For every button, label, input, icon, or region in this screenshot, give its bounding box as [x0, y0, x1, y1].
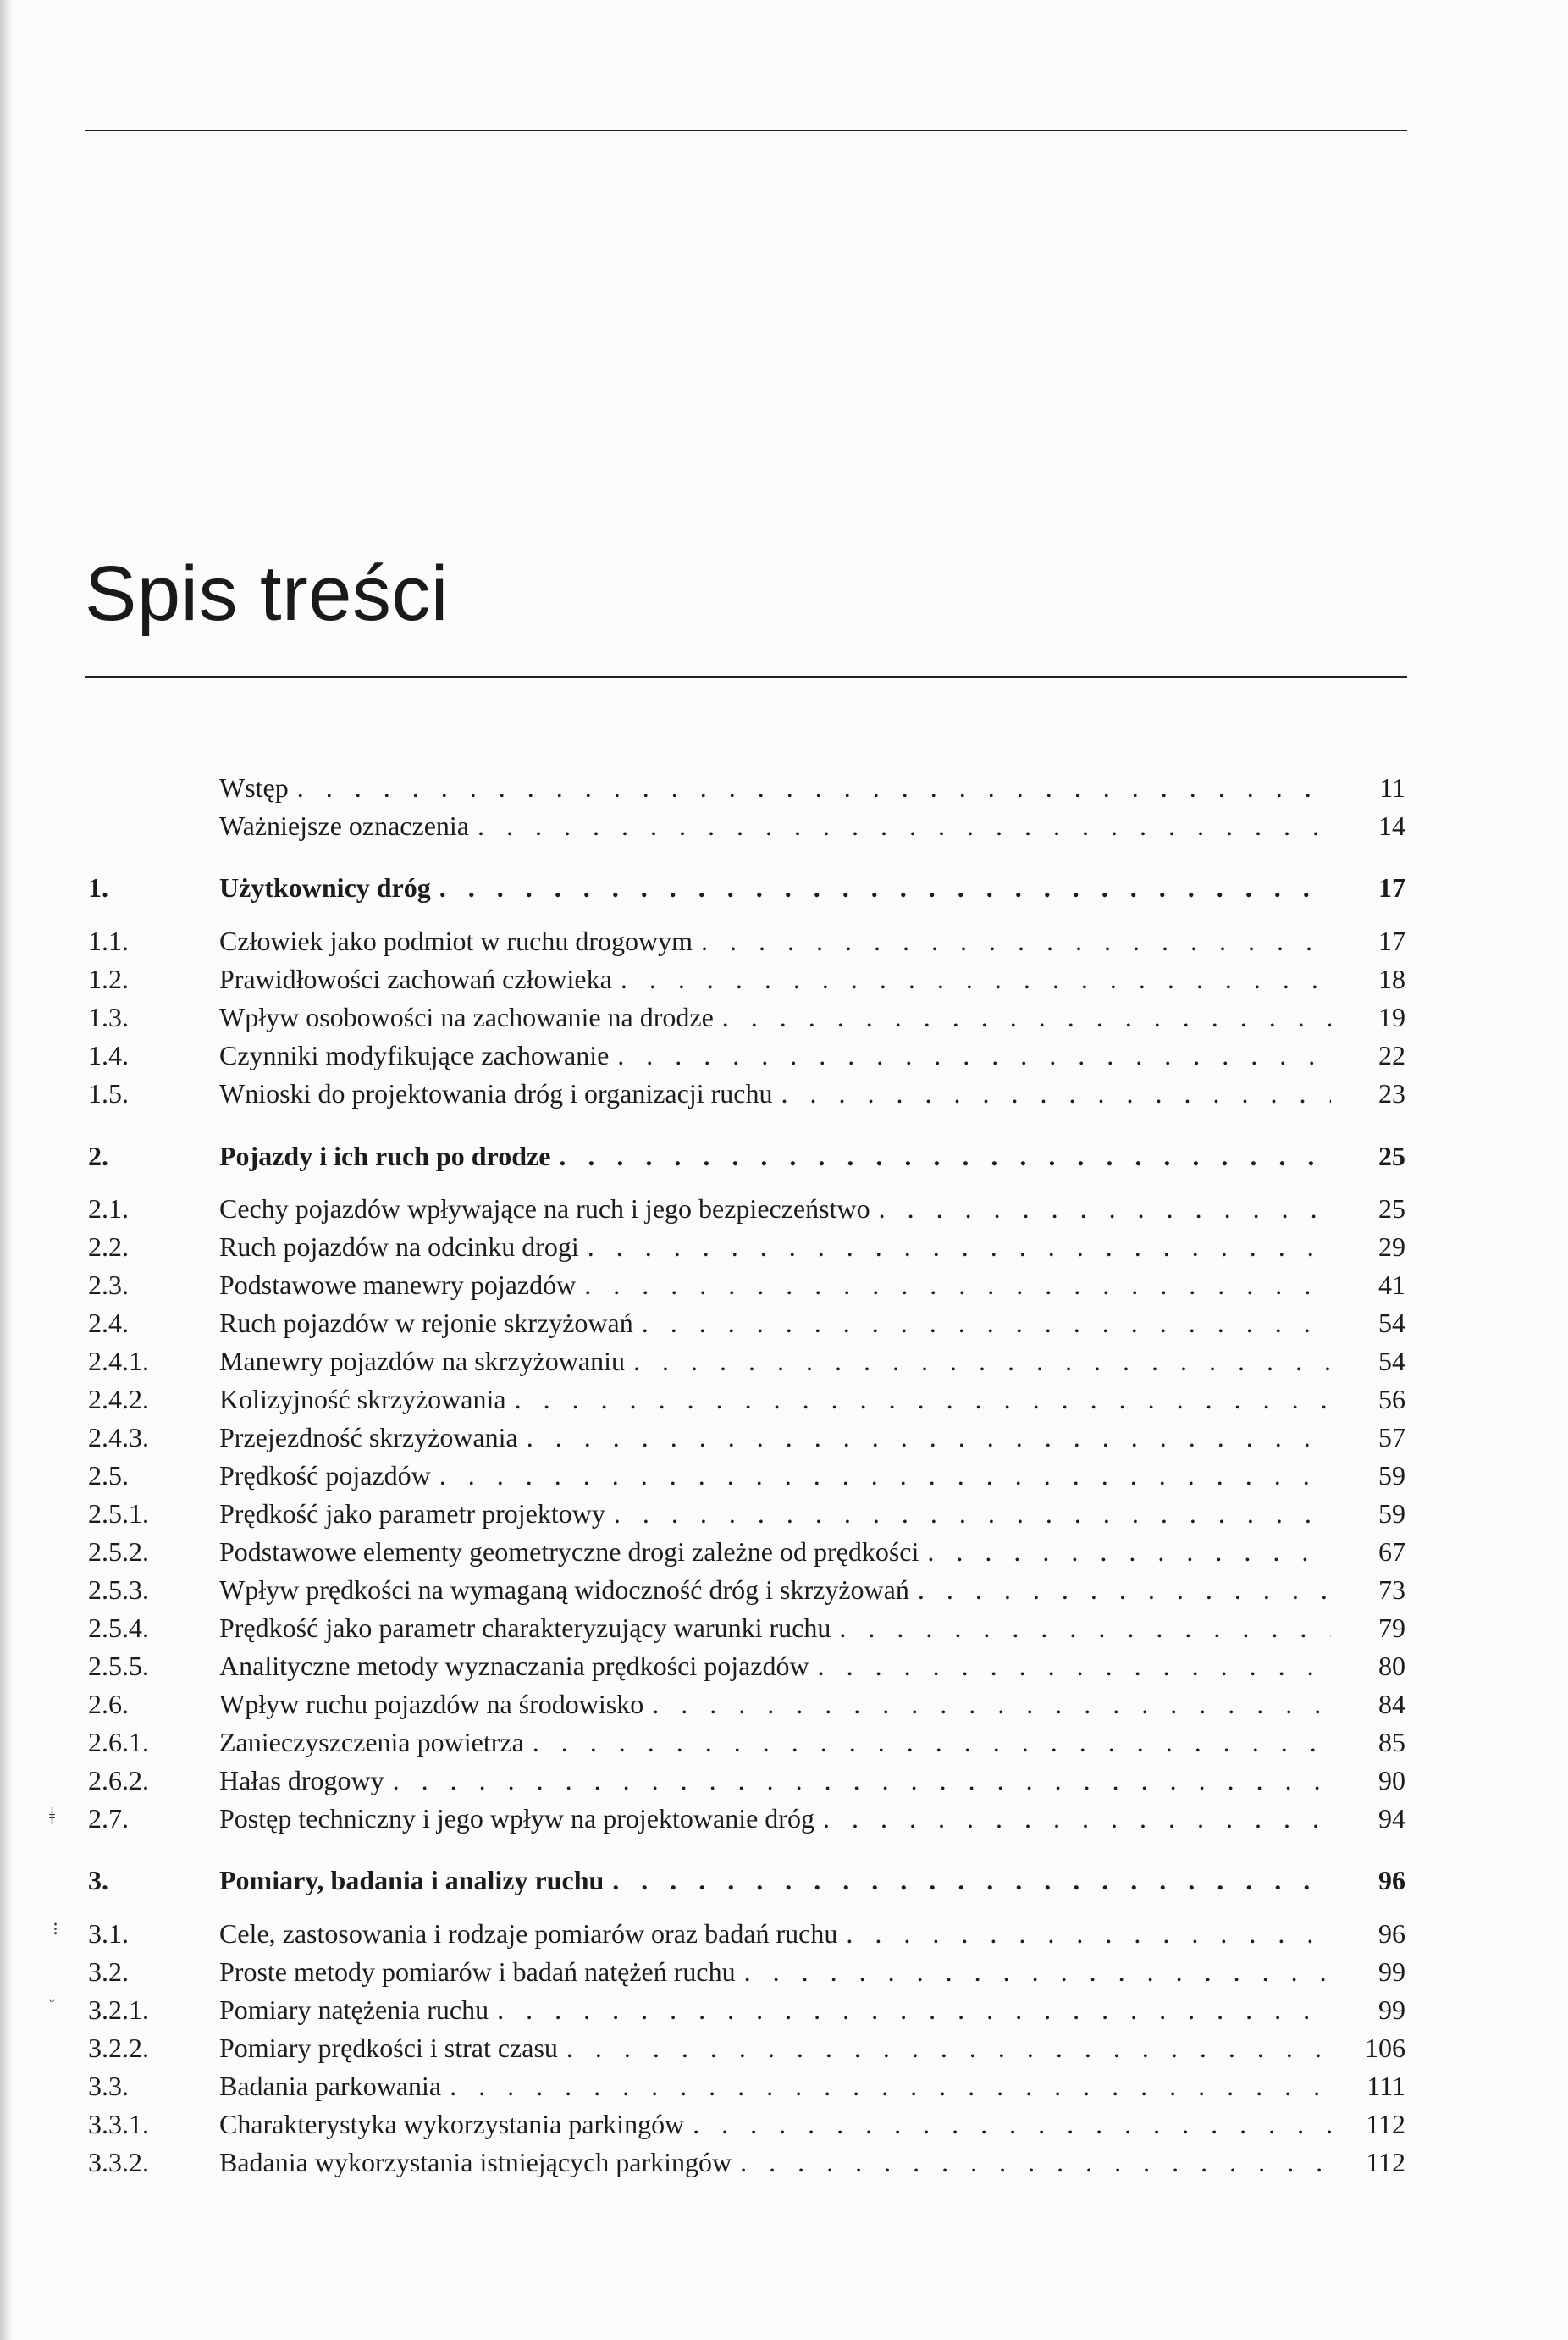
toc-entry-page: 94 [1378, 1803, 1405, 1834]
toc-entry [0, 1495, 1568, 1532]
toc-entry [0, 1762, 1568, 1799]
toc-entry-number: 2.4.1. [88, 1346, 149, 1376]
toc-entry [0, 2067, 1568, 2105]
toc-entry-number: 1.1. [88, 926, 129, 956]
toc-entry-page: 79 [1378, 1613, 1405, 1643]
toc-entry-title: Ważniejsze oznaczenia . . . [219, 807, 1331, 844]
toc-entry-number: 3.3.2. [88, 2147, 149, 2177]
toc-entry [0, 1800, 1568, 1837]
toc-entry-number: 3.2.2. [88, 2033, 149, 2063]
toc-entry-number: 3. [88, 1865, 108, 1895]
toc-entry-number: 2.5. [88, 1460, 129, 1491]
toc-entry-page: 14 [1378, 810, 1405, 841]
toc-entry-page: 25 [1378, 1141, 1405, 1171]
toc-entry [0, 2105, 1568, 2143]
toc-entry-page: 41 [1378, 1270, 1405, 1300]
toc-entry-title: Ruch pojazdów na odcinku drogi . . . [219, 1228, 1331, 1265]
toc-entry-title: Pojazdy i ich ruch po drodze . . . [219, 1137, 1331, 1175]
toc-entry-title: Użytkownicy dróg . . . [219, 869, 1331, 906]
toc-entry-number: 2.4. [88, 1308, 129, 1338]
toc-entry-title: Ruch pojazdów w rejonie skrzyżowań . . . [219, 1304, 1331, 1341]
toc-entry-page: 54 [1378, 1346, 1405, 1376]
toc-entry-page: 112 [1366, 2147, 1405, 2177]
toc-entry-page: 96 [1378, 1918, 1405, 1949]
toc-entry [0, 1266, 1568, 1303]
toc-entry-page: 96 [1378, 1865, 1405, 1895]
toc-entry-number: 2.1. [88, 1193, 129, 1224]
toc-entry-title: Zanieczyszczenia powietrza . . . [219, 1723, 1331, 1761]
toc-entry [0, 1075, 1568, 1112]
toc-entry-title: Wpływ ruchu pojazdów na środowisko . . . [219, 1685, 1331, 1723]
toc-entry-number: 2.6.2. [88, 1765, 149, 1795]
toc-entry-title: Wnioski do projektowania dróg i organizacji ruchu . . . [219, 1075, 1331, 1112]
toc-entry-title: Pomiary natężenia ruchu . . . [219, 1991, 1331, 2028]
toc-entry-number: 3.1. [88, 1918, 129, 1949]
toc-entry-page: 17 [1378, 926, 1405, 956]
toc-entry-number: 2.6. [88, 1689, 129, 1719]
toc-entry-title: Charakterystyka wykorzystania parkingów . . . [219, 2105, 1331, 2143]
toc-entry-number: 1. [88, 872, 108, 903]
toc-entry [0, 1685, 1568, 1723]
toc-entry-page: 19 [1378, 1002, 1405, 1032]
toc-entry-page: 56 [1378, 1384, 1405, 1414]
toc-entry-page: 22 [1378, 1040, 1405, 1070]
toc-entry-title: Przejezdność skrzyżowania . . . [219, 1419, 1331, 1456]
toc-entry [0, 1915, 1568, 1952]
toc-entry [0, 1419, 1568, 1456]
toc-entry [0, 2144, 1568, 2181]
toc-entry [0, 999, 1568, 1036]
toc-entry-title: Kolizyjność skrzyżowania . . . [219, 1380, 1331, 1418]
toc-entry [0, 1190, 1568, 1227]
toc-entry [0, 1991, 1568, 2028]
toc-entry-title: Wstęp . . . [219, 769, 1331, 806]
toc-entry-page: 90 [1378, 1765, 1405, 1795]
toc-entry-page: 111 [1366, 2071, 1405, 2101]
toc-entry-page: 59 [1378, 1460, 1405, 1491]
toc-entry-number: 3.2.1. [88, 1994, 149, 2025]
toc-entry [0, 1609, 1568, 1646]
toc-entry-number: 2.5.3. [88, 1574, 149, 1605]
toc-entry [0, 1533, 1568, 1570]
toc-entry-title: Podstawowe manewry pojazdów . . . [219, 1266, 1331, 1303]
toc-entry-page: 99 [1378, 1994, 1405, 2025]
toc-entry-title: Analityczne metody wyznaczania prędkości pojazdów . . . [219, 1647, 1331, 1684]
toc-entry [0, 769, 1568, 806]
toc-entry-page: 54 [1378, 1308, 1405, 1338]
toc-entry-title: Pomiary, badania i analizy ruchu . . . [219, 1861, 1331, 1899]
toc-entry [0, 1723, 1568, 1761]
toc-entry-number: 2.5.4. [88, 1613, 149, 1643]
toc-entry-page: 106 [1365, 2033, 1405, 2063]
toc-entry [0, 1953, 1568, 1990]
toc-entry-number: 3.3. [88, 2071, 129, 2101]
toc-entry-number: 2.4.2. [88, 1384, 149, 1414]
toc-entry-title: Wpływ prędkości na wymaganą widoczność dróg i skrzyżowań . . . [219, 1571, 1331, 1608]
toc-entry-page: 59 [1378, 1498, 1405, 1529]
toc-entry-page: 17 [1378, 872, 1405, 903]
toc-entry-page: 18 [1378, 964, 1405, 994]
toc-entry [0, 1304, 1568, 1341]
toc-entry-number: 2.5.2. [88, 1536, 149, 1567]
toc-entry-number: 1.5. [88, 1078, 129, 1109]
toc-entry-page: 84 [1378, 1689, 1405, 1719]
toc-chapter-entry [0, 869, 1568, 906]
toc-entry [0, 960, 1568, 998]
toc-entry-page: 29 [1378, 1231, 1405, 1262]
toc-entry [0, 1380, 1568, 1418]
toc-entry-number: 1.4. [88, 1040, 129, 1070]
toc-entry-page: 67 [1378, 1536, 1405, 1567]
toc-entry-number: 2.3. [88, 1270, 129, 1300]
toc-entry-page: 73 [1378, 1574, 1405, 1605]
toc-entry-number: 3.3.1. [88, 2109, 149, 2139]
toc-entry-page: 57 [1378, 1422, 1405, 1452]
toc-entry [0, 2029, 1568, 2066]
toc-entry-title: Podstawowe elementy geometryczne drogi zależne od prędkości . . . [219, 1533, 1331, 1570]
toc-entry-page: 23 [1378, 1078, 1405, 1109]
toc-entry-title: Cele, zastosowania i rodzaje pomiarów oraz badań ruchu . . . [219, 1915, 1331, 1952]
toc-entry-title: Cechy pojazdów wpływające na ruch i jego bezpieczeństwo . . . [219, 1190, 1331, 1227]
toc-chapter-entry [0, 1137, 1568, 1175]
toc-entry-title: Prędkość pojazdów . . . [219, 1457, 1331, 1494]
toc-entry-page: 80 [1378, 1651, 1405, 1681]
toc-entry [0, 922, 1568, 960]
toc-entry-number: 2.2. [88, 1231, 129, 1262]
toc-entry-title: Wpływ osobowości na zachowanie na drodze . . . [219, 999, 1331, 1036]
toc-entry-number: 2. [88, 1141, 108, 1171]
toc-entry-title: Postęp techniczny i jego wpływ na projektowanie dróg . . . [219, 1800, 1331, 1837]
margin-pencil-mark: ǂ [49, 1804, 55, 1830]
toc-entry [0, 1571, 1568, 1608]
toc-entry [0, 807, 1568, 844]
toc-entry [0, 1228, 1568, 1265]
toc-entry-title: Prawidłowości zachowań człowieka . . . [219, 960, 1331, 998]
toc-entry-title: Badania parkowania . . . [219, 2067, 1331, 2105]
toc-entry-title: Prędkość jako parametr projektowy . . . [219, 1495, 1331, 1532]
toc-entry-page: 25 [1378, 1193, 1405, 1224]
toc-entry-title: Prędkość jako parametr charakteryzujący warunki ruchu . . . [219, 1609, 1331, 1646]
toc-entry-page: 11 [1379, 772, 1405, 803]
toc-entry-number: 1.3. [88, 1002, 129, 1032]
toc-entry [0, 1647, 1568, 1684]
margin-pencil-mark: ⁝ [52, 1918, 58, 1939]
toc-entry-title: Czynniki modyfikujące zachowanie . . . [219, 1037, 1331, 1074]
toc-entry-title: Proste metody pomiarów i badań natężeń ruchu . . . [219, 1953, 1331, 1990]
toc-entry-title: Manewry pojazdów na skrzyżowaniu . . . [219, 1342, 1331, 1380]
toc-entry-page: 99 [1378, 1956, 1405, 1987]
toc-entry-number: 2.6.1. [88, 1727, 149, 1757]
toc-chapter-entry [0, 1861, 1568, 1899]
toc-entry-title: Człowiek jako podmiot w ruchu drogowym . . . [219, 922, 1331, 960]
toc-entry-title: Hałas drogowy . . . [219, 1762, 1331, 1799]
toc-entry-title: Pomiary prędkości i strat czasu . . . [219, 2029, 1331, 2066]
toc-entry-number: 2.7. [88, 1803, 129, 1834]
toc-entry-number: 1.2. [88, 964, 129, 994]
margin-check-mark: ᵕ [49, 1990, 55, 2011]
toc-entry-title: Badania wykorzystania istniejących parkingów . . . [219, 2144, 1331, 2181]
toc-entry [0, 1037, 1568, 1074]
toc-entry-page: 85 [1378, 1727, 1405, 1757]
toc-entry-page: 112 [1366, 2109, 1405, 2139]
toc-entry-number: 2.5.5. [88, 1651, 149, 1681]
toc-entry-number: 2.4.3. [88, 1422, 149, 1452]
page-title: Spis treści [85, 550, 449, 637]
toc-entry-number: 2.5.1. [88, 1498, 149, 1529]
toc-entry-number: 3.2. [88, 1956, 129, 1987]
toc-entry [0, 1342, 1568, 1380]
toc-entry [0, 1457, 1568, 1494]
